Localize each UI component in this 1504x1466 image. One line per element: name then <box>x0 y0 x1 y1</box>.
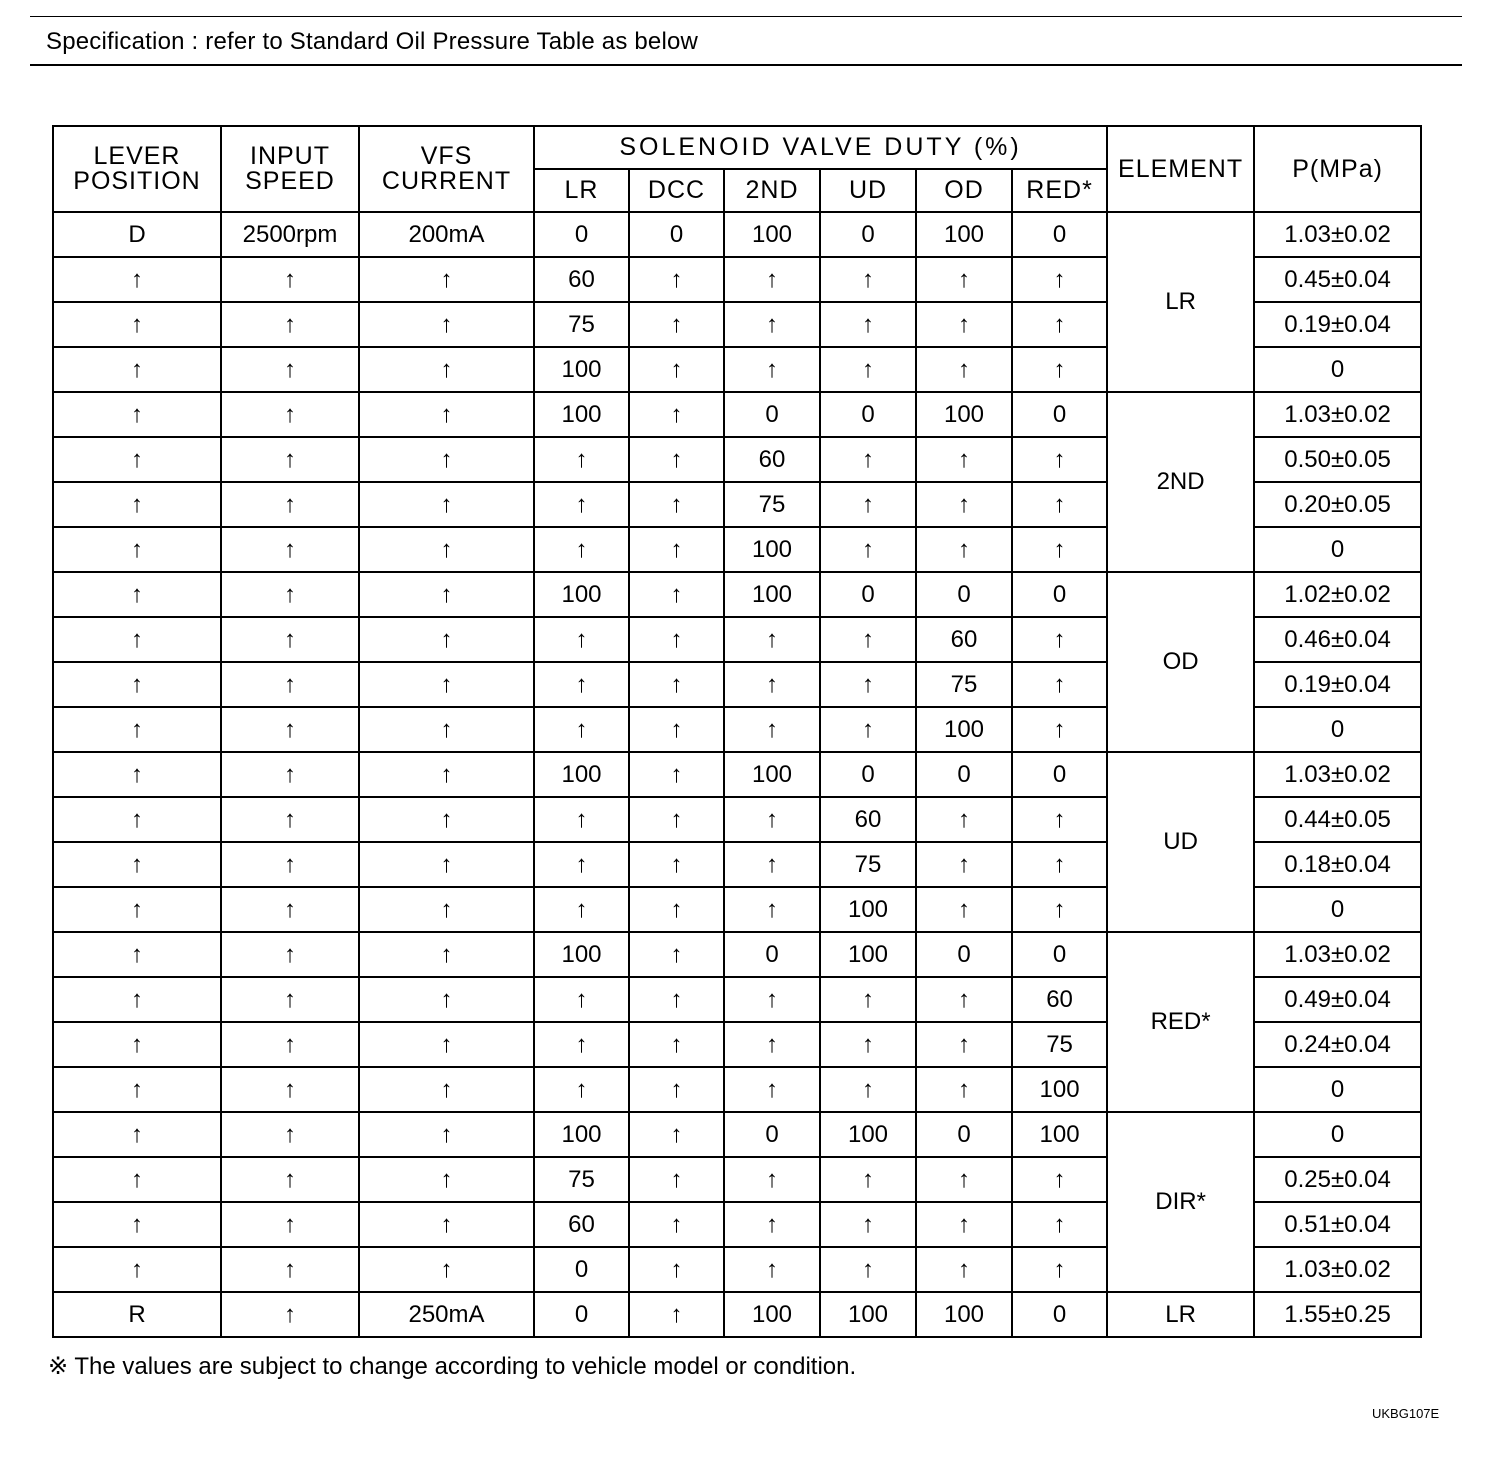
cell-2nd-duty: 100 <box>724 572 820 617</box>
cell-od-duty: ↑ <box>916 842 1012 887</box>
cell-vfs-current: 250mA <box>359 1292 534 1337</box>
cell-ud-duty: ↑ <box>820 257 916 302</box>
cell-input-speed: ↑ <box>221 887 359 932</box>
table-row <box>53 752 1421 797</box>
cell-2nd-duty: 0 <box>724 392 820 437</box>
cell-input-speed: ↑ <box>221 1022 359 1067</box>
cell-dcc-duty: ↑ <box>629 1112 724 1157</box>
table-row <box>53 1112 1421 1157</box>
cell-lever-position: D <box>53 212 221 257</box>
cell-vfs-current: ↑ <box>359 662 534 707</box>
cell-2nd-duty: ↑ <box>724 662 820 707</box>
cell-dcc-duty: ↑ <box>629 1202 724 1247</box>
header-element <box>1107 126 1254 212</box>
cell-red-duty: 0 <box>1012 752 1107 797</box>
cell-pressure: 0.24±0.04 <box>1254 1022 1421 1067</box>
cell-ud-duty: ↑ <box>820 977 916 1022</box>
cell-input-speed: ↑ <box>221 1292 359 1337</box>
cell-red-duty: ↑ <box>1012 617 1107 662</box>
cell-od-duty: ↑ <box>916 257 1012 302</box>
cell-pressure: 0.46±0.04 <box>1254 617 1421 662</box>
cell-dcc-duty: ↑ <box>629 887 724 932</box>
cell-lever-position: ↑ <box>53 347 221 392</box>
table-body <box>53 212 1421 1337</box>
table-row <box>53 932 1421 977</box>
cell-element: DIR* <box>1107 1112 1254 1292</box>
cell-lever-position: ↑ <box>53 1202 221 1247</box>
cell-lever-position: ↑ <box>53 482 221 527</box>
cell-dcc-duty: ↑ <box>629 752 724 797</box>
cell-dcc-duty: ↑ <box>629 302 724 347</box>
cell-input-speed: ↑ <box>221 842 359 887</box>
header-lever-position <box>53 126 221 212</box>
cell-dcc-duty: ↑ <box>629 392 724 437</box>
cell-dcc-duty: 0 <box>629 212 724 257</box>
specification-line: Specification : refer to Standard Oil Pressure Table as below <box>46 28 699 55</box>
cell-od-duty: ↑ <box>916 1022 1012 1067</box>
cell-ud-duty: 100 <box>820 887 916 932</box>
cell-2nd-duty: ↑ <box>724 617 820 662</box>
cell-lever-position: ↑ <box>53 527 221 572</box>
cell-pressure: 0 <box>1254 707 1421 752</box>
cell-input-speed: ↑ <box>221 662 359 707</box>
cell-input-speed: ↑ <box>221 1202 359 1247</box>
cell-input-speed: ↑ <box>221 797 359 842</box>
cell-vfs-current: ↑ <box>359 1202 534 1247</box>
cell-lever-position: ↑ <box>53 1247 221 1292</box>
cell-ud-duty: ↑ <box>820 707 916 752</box>
cell-vfs-current: ↑ <box>359 1067 534 1112</box>
cell-input-speed: ↑ <box>221 257 359 302</box>
cell-pressure: 0 <box>1254 1067 1421 1112</box>
cell-vfs-current: ↑ <box>359 707 534 752</box>
cell-vfs-current: ↑ <box>359 1022 534 1067</box>
cell-lever-position: ↑ <box>53 437 221 482</box>
cell-2nd-duty: 75 <box>724 482 820 527</box>
cell-dcc-duty: ↑ <box>629 437 724 482</box>
cell-lever-position: ↑ <box>53 887 221 932</box>
cell-dcc-duty: ↑ <box>629 572 724 617</box>
cell-dcc-duty: ↑ <box>629 662 724 707</box>
cell-lr-duty: ↑ <box>534 977 629 1022</box>
header-solenoid-red: RED* <box>1012 169 1107 212</box>
cell-lever-position: R <box>53 1292 221 1337</box>
cell-lever-position: ↑ <box>53 617 221 662</box>
cell-lr-duty: 100 <box>534 752 629 797</box>
cell-input-speed: ↑ <box>221 392 359 437</box>
cell-2nd-duty: ↑ <box>724 1202 820 1247</box>
cell-ud-duty: 0 <box>820 572 916 617</box>
cell-red-duty: ↑ <box>1012 257 1107 302</box>
cell-input-speed: ↑ <box>221 527 359 572</box>
cell-dcc-duty: ↑ <box>629 707 724 752</box>
cell-od-duty: ↑ <box>916 1202 1012 1247</box>
cell-red-duty: ↑ <box>1012 482 1107 527</box>
cell-ud-duty: ↑ <box>820 1157 916 1202</box>
cell-vfs-current: ↑ <box>359 617 534 662</box>
cell-red-duty: ↑ <box>1012 302 1107 347</box>
cell-od-duty: ↑ <box>916 1067 1012 1112</box>
cell-dcc-duty: ↑ <box>629 977 724 1022</box>
cell-input-speed: ↑ <box>221 437 359 482</box>
cell-dcc-duty: ↑ <box>629 1067 724 1112</box>
footnote: ※ The values are subject to change according to vehicle model or condition. <box>48 1353 857 1380</box>
cell-dcc-duty: ↑ <box>629 1247 724 1292</box>
cell-pressure: 0.49±0.04 <box>1254 977 1421 1022</box>
cell-red-duty: 0 <box>1012 212 1107 257</box>
cell-od-duty: 0 <box>916 752 1012 797</box>
cell-2nd-duty: ↑ <box>724 1157 820 1202</box>
cell-pressure: 0 <box>1254 1112 1421 1157</box>
cell-input-speed: ↑ <box>221 347 359 392</box>
cell-ud-duty: 100 <box>820 1112 916 1157</box>
cell-od-duty: 0 <box>916 1112 1012 1157</box>
cell-lever-position: ↑ <box>53 302 221 347</box>
cell-red-duty: ↑ <box>1012 527 1107 572</box>
figure-code: UKBG107E <box>1372 1406 1440 1421</box>
cell-element: OD <box>1107 572 1254 752</box>
cell-lr-duty: ↑ <box>534 437 629 482</box>
cell-lr-duty: 100 <box>534 392 629 437</box>
cell-vfs-current: ↑ <box>359 392 534 437</box>
cell-od-duty: 100 <box>916 707 1012 752</box>
cell-2nd-duty: ↑ <box>724 887 820 932</box>
cell-2nd-duty: 100 <box>724 527 820 572</box>
header-pressure-label: P(MPa) <box>1292 154 1383 183</box>
cell-lever-position: ↑ <box>53 1157 221 1202</box>
cell-vfs-current: ↑ <box>359 1157 534 1202</box>
cell-vfs-current: ↑ <box>359 842 534 887</box>
cell-input-speed: ↑ <box>221 482 359 527</box>
header-solenoid-dcc: DCC <box>629 169 724 212</box>
cell-vfs-current: ↑ <box>359 437 534 482</box>
cell-input-speed: ↑ <box>221 572 359 617</box>
cell-dcc-duty: ↑ <box>629 932 724 977</box>
table-row <box>53 572 1421 617</box>
cell-lever-position: ↑ <box>53 572 221 617</box>
cell-pressure: 0.44±0.05 <box>1254 797 1421 842</box>
cell-red-duty: 0 <box>1012 1292 1107 1337</box>
cell-element: LR <box>1107 1292 1254 1337</box>
cell-vfs-current: ↑ <box>359 257 534 302</box>
cell-od-duty: ↑ <box>916 347 1012 392</box>
cell-lever-position: ↑ <box>53 707 221 752</box>
cell-input-speed: ↑ <box>221 977 359 1022</box>
cell-lr-duty: 100 <box>534 932 629 977</box>
cell-input-speed: ↑ <box>221 752 359 797</box>
cell-2nd-duty: ↑ <box>724 302 820 347</box>
cell-input-speed: ↑ <box>221 1157 359 1202</box>
cell-pressure: 1.03±0.02 <box>1254 752 1421 797</box>
cell-dcc-duty: ↑ <box>629 797 724 842</box>
cell-red-duty: ↑ <box>1012 347 1107 392</box>
header-vfs-current <box>359 126 534 212</box>
cell-lr-duty: 75 <box>534 1157 629 1202</box>
cell-lr-duty: 0 <box>534 1247 629 1292</box>
cell-ud-duty: ↑ <box>820 302 916 347</box>
cell-lr-duty: ↑ <box>534 707 629 752</box>
cell-element: UD <box>1107 752 1254 932</box>
header-lever-position-label: LEVER POSITION <box>73 142 201 195</box>
cell-element: RED* <box>1107 932 1254 1112</box>
cell-od-duty: 75 <box>916 662 1012 707</box>
header-pressure <box>1254 126 1421 212</box>
cell-ud-duty: 100 <box>820 1292 916 1337</box>
cell-red-duty: ↑ <box>1012 797 1107 842</box>
cell-input-speed: ↑ <box>221 1067 359 1112</box>
cell-input-speed: ↑ <box>221 1112 359 1157</box>
cell-vfs-current: ↑ <box>359 572 534 617</box>
cell-red-duty: 60 <box>1012 977 1107 1022</box>
cell-lr-duty: ↑ <box>534 1022 629 1067</box>
cell-lr-duty: ↑ <box>534 887 629 932</box>
cell-lr-duty: 60 <box>534 257 629 302</box>
cell-lever-position: ↑ <box>53 797 221 842</box>
cell-red-duty: ↑ <box>1012 1202 1107 1247</box>
cell-ud-duty: ↑ <box>820 482 916 527</box>
header-solenoid-ud: UD <box>820 169 916 212</box>
cell-element: 2ND <box>1107 392 1254 572</box>
cell-ud-duty: ↑ <box>820 1067 916 1112</box>
cell-dcc-duty: ↑ <box>629 1157 724 1202</box>
oil-pressure-table-container <box>52 125 1420 1338</box>
cell-od-duty: 0 <box>916 572 1012 617</box>
cell-od-duty: 100 <box>916 392 1012 437</box>
cell-lr-duty: 100 <box>534 1112 629 1157</box>
cell-dcc-duty: ↑ <box>629 347 724 392</box>
cell-lever-position: ↑ <box>53 1022 221 1067</box>
cell-dcc-duty: ↑ <box>629 1292 724 1337</box>
cell-pressure: 0.19±0.04 <box>1254 662 1421 707</box>
cell-input-speed: ↑ <box>221 1247 359 1292</box>
header-solenoid-lr: LR <box>534 169 629 212</box>
cell-od-duty: 100 <box>916 1292 1012 1337</box>
cell-ud-duty: 75 <box>820 842 916 887</box>
cell-2nd-duty: ↑ <box>724 347 820 392</box>
cell-red-duty: 0 <box>1012 572 1107 617</box>
cell-red-duty: ↑ <box>1012 1247 1107 1292</box>
cell-red-duty: ↑ <box>1012 437 1107 482</box>
cell-2nd-duty: ↑ <box>724 842 820 887</box>
cell-lever-position: ↑ <box>53 977 221 1022</box>
cell-ud-duty: 0 <box>820 752 916 797</box>
cell-pressure: 0.25±0.04 <box>1254 1157 1421 1202</box>
cell-lr-duty: ↑ <box>534 617 629 662</box>
cell-dcc-duty: ↑ <box>629 617 724 662</box>
cell-ud-duty: ↑ <box>820 1202 916 1247</box>
cell-lever-position: ↑ <box>53 1067 221 1112</box>
cell-od-duty: ↑ <box>916 482 1012 527</box>
cell-vfs-current: ↑ <box>359 752 534 797</box>
cell-red-duty: 0 <box>1012 392 1107 437</box>
cell-2nd-duty: 100 <box>724 212 820 257</box>
cell-vfs-current: ↑ <box>359 347 534 392</box>
cell-lr-duty: ↑ <box>534 482 629 527</box>
header-solenoid-2nd: 2ND <box>724 169 820 212</box>
cell-2nd-duty: ↑ <box>724 797 820 842</box>
cell-input-speed: 2500rpm <box>221 212 359 257</box>
cell-input-speed: ↑ <box>221 302 359 347</box>
cell-input-speed: ↑ <box>221 707 359 752</box>
cell-ud-duty: ↑ <box>820 1022 916 1067</box>
header-element-label: ELEMENT <box>1118 154 1244 183</box>
cell-od-duty: ↑ <box>916 1157 1012 1202</box>
cell-vfs-current: ↑ <box>359 527 534 572</box>
cell-od-duty: ↑ <box>916 437 1012 482</box>
top-rule <box>30 16 1462 17</box>
cell-pressure: 0 <box>1254 887 1421 932</box>
cell-vfs-current: ↑ <box>359 1112 534 1157</box>
cell-lever-position: ↑ <box>53 932 221 977</box>
cell-red-duty: 0 <box>1012 932 1107 977</box>
cell-pressure: 1.03±0.02 <box>1254 392 1421 437</box>
cell-pressure: 0 <box>1254 347 1421 392</box>
cell-od-duty: ↑ <box>916 302 1012 347</box>
cell-pressure: 1.02±0.02 <box>1254 572 1421 617</box>
cell-red-duty: ↑ <box>1012 707 1107 752</box>
cell-od-duty: ↑ <box>916 527 1012 572</box>
header-input-speed-label: INPUT SPEED <box>245 142 335 195</box>
cell-pressure: 0.50±0.05 <box>1254 437 1421 482</box>
cell-lr-duty: 100 <box>534 572 629 617</box>
cell-pressure: 1.03±0.02 <box>1254 212 1421 257</box>
cell-vfs-current: ↑ <box>359 977 534 1022</box>
cell-od-duty: 100 <box>916 212 1012 257</box>
cell-2nd-duty: ↑ <box>724 977 820 1022</box>
table-row <box>53 212 1421 257</box>
table-row <box>53 392 1421 437</box>
cell-od-duty: ↑ <box>916 797 1012 842</box>
cell-red-duty: 100 <box>1012 1112 1107 1157</box>
cell-element: LR <box>1107 212 1254 392</box>
header-input-speed <box>221 126 359 212</box>
cell-dcc-duty: ↑ <box>629 1022 724 1067</box>
cell-lr-duty: 0 <box>534 1292 629 1337</box>
cell-vfs-current: ↑ <box>359 887 534 932</box>
cell-ud-duty: ↑ <box>820 1247 916 1292</box>
cell-2nd-duty: 0 <box>724 932 820 977</box>
cell-red-duty: 75 <box>1012 1022 1107 1067</box>
cell-lr-duty: ↑ <box>534 1067 629 1112</box>
cell-ud-duty: ↑ <box>820 527 916 572</box>
cell-lever-position: ↑ <box>53 662 221 707</box>
cell-2nd-duty: ↑ <box>724 1247 820 1292</box>
cell-2nd-duty: 0 <box>724 1112 820 1157</box>
cell-2nd-duty: 100 <box>724 752 820 797</box>
header-vfs-current-label: VFS CURRENT <box>381 142 512 195</box>
cell-ud-duty: 0 <box>820 212 916 257</box>
cell-lr-duty: ↑ <box>534 527 629 572</box>
cell-2nd-duty: ↑ <box>724 707 820 752</box>
cell-vfs-current: 200mA <box>359 212 534 257</box>
cell-vfs-current: ↑ <box>359 302 534 347</box>
cell-lever-position: ↑ <box>53 392 221 437</box>
cell-pressure: 0.19±0.04 <box>1254 302 1421 347</box>
cell-pressure: 1.55±0.25 <box>1254 1292 1421 1337</box>
cell-lr-duty: 100 <box>534 347 629 392</box>
cell-red-duty: ↑ <box>1012 662 1107 707</box>
cell-lr-duty: ↑ <box>534 662 629 707</box>
cell-lever-position: ↑ <box>53 257 221 302</box>
cell-ud-duty: ↑ <box>820 347 916 392</box>
cell-lr-duty: 0 <box>534 212 629 257</box>
cell-pressure: 0.45±0.04 <box>1254 257 1421 302</box>
cell-red-duty: ↑ <box>1012 1157 1107 1202</box>
table-row <box>53 1292 1421 1337</box>
cell-od-duty: ↑ <box>916 1247 1012 1292</box>
cell-input-speed: ↑ <box>221 617 359 662</box>
cell-od-duty: ↑ <box>916 977 1012 1022</box>
cell-red-duty: ↑ <box>1012 887 1107 932</box>
cell-2nd-duty: ↑ <box>724 1067 820 1112</box>
cell-lever-position: ↑ <box>53 842 221 887</box>
cell-2nd-duty: ↑ <box>724 1022 820 1067</box>
header-solenoid-od: OD <box>916 169 1012 212</box>
cell-ud-duty: 60 <box>820 797 916 842</box>
cell-lever-position: ↑ <box>53 1112 221 1157</box>
cell-pressure: 0.18±0.04 <box>1254 842 1421 887</box>
cell-lever-position: ↑ <box>53 752 221 797</box>
cell-ud-duty: ↑ <box>820 662 916 707</box>
cell-vfs-current: ↑ <box>359 482 534 527</box>
cell-lr-duty: ↑ <box>534 797 629 842</box>
cell-2nd-duty: 100 <box>724 1292 820 1337</box>
cell-od-duty: 60 <box>916 617 1012 662</box>
cell-red-duty: ↑ <box>1012 842 1107 887</box>
cell-pressure: 0 <box>1254 527 1421 572</box>
standard-oil-pressure-table <box>52 125 1422 1338</box>
cell-dcc-duty: ↑ <box>629 482 724 527</box>
cell-2nd-duty: 60 <box>724 437 820 482</box>
cell-lr-duty: 60 <box>534 1202 629 1247</box>
cell-pressure: 0.51±0.04 <box>1254 1202 1421 1247</box>
cell-pressure: 0.20±0.05 <box>1254 482 1421 527</box>
cell-pressure: 1.03±0.02 <box>1254 932 1421 977</box>
cell-ud-duty: 100 <box>820 932 916 977</box>
cell-vfs-current: ↑ <box>359 932 534 977</box>
cell-dcc-duty: ↑ <box>629 842 724 887</box>
cell-2nd-duty: ↑ <box>724 257 820 302</box>
cell-od-duty: ↑ <box>916 887 1012 932</box>
cell-od-duty: 0 <box>916 932 1012 977</box>
cell-ud-duty: ↑ <box>820 617 916 662</box>
cell-input-speed: ↑ <box>221 932 359 977</box>
cell-vfs-current: ↑ <box>359 797 534 842</box>
cell-ud-duty: ↑ <box>820 437 916 482</box>
cell-red-duty: 100 <box>1012 1067 1107 1112</box>
cell-vfs-current: ↑ <box>359 1247 534 1292</box>
cell-lr-duty: 75 <box>534 302 629 347</box>
cell-dcc-duty: ↑ <box>629 257 724 302</box>
cell-lr-duty: ↑ <box>534 842 629 887</box>
cell-ud-duty: 0 <box>820 392 916 437</box>
cell-pressure: 1.03±0.02 <box>1254 1247 1421 1292</box>
specification-rule <box>30 64 1462 66</box>
header-solenoid-valve-duty <box>534 126 1107 169</box>
cell-dcc-duty: ↑ <box>629 527 724 572</box>
header-solenoid-valve-duty-label: SOLENOID VALVE DUTY (%) <box>619 133 1022 161</box>
